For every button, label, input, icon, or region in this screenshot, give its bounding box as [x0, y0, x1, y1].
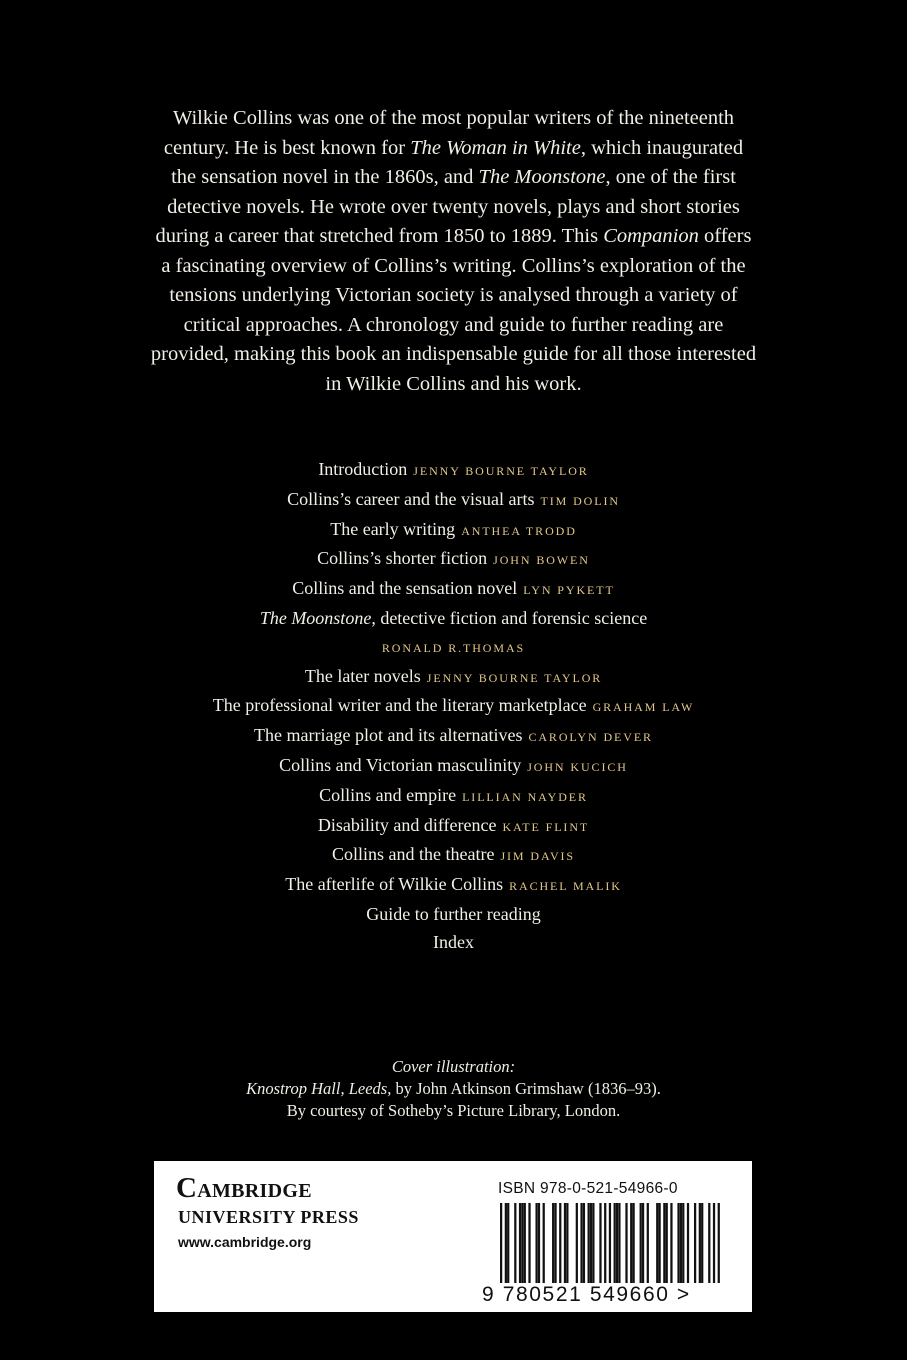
chapter-author: ANTHEA TRODD	[461, 523, 577, 538]
contents-list	[60, 456, 847, 957]
barcode-bar	[554, 1203, 556, 1283]
barcode-bar	[670, 1203, 672, 1283]
chapter-author: KATE FLINT	[502, 819, 590, 834]
chapter-author: JIM DAVIS	[500, 849, 576, 864]
chapter-title-italic: The Moonstone	[259, 607, 372, 628]
contents-item	[60, 722, 847, 752]
barcode-bar	[658, 1203, 660, 1283]
chapter-author: JENNY BOURNE TAYLOR	[426, 670, 603, 685]
description-text-3: , one of the first detective novels. He wrote over twenty novels, plays and short stories during a career that stretched from 1850 to 1889. This	[155, 166, 740, 247]
chapter-title: The professional writer and the literary marketplace	[212, 695, 587, 716]
barcode-bar	[656, 1203, 658, 1283]
barcode-bar	[528, 1203, 530, 1283]
title-woman-in-white: The Woman in White	[410, 136, 581, 159]
contents-item	[60, 605, 847, 633]
barcode-bar	[559, 1203, 561, 1283]
chapter-title: Index	[433, 931, 474, 952]
contents-item	[60, 752, 847, 782]
barcode-bar	[564, 1203, 566, 1283]
isbn-label: ISBN 978-0-521-54966-0	[498, 1180, 678, 1197]
chapter-title: Disability and difference	[317, 814, 497, 835]
publisher-label	[154, 1161, 752, 1312]
description-text-4: offers a fascinating overview of Collins’s writing. Collins’s exploration of the tensions underlying Victorian society is analysed through a variety of critical approaches. A chronology and guide to further reading are provided, making this book an indispensable guide for all those interested in Wilkie Collins and his work.	[150, 225, 757, 395]
credit-artist: , by John Atkinson Grimshaw (1836–93).	[387, 1079, 661, 1098]
barcode-bar	[521, 1203, 523, 1283]
chapter-title: Collins and the theatre	[331, 844, 495, 865]
contents-item	[60, 782, 847, 812]
chapter-title: The early writing	[330, 518, 456, 539]
chapter-title: Collins and the sensation novel	[292, 578, 518, 599]
barcode-bar	[640, 1203, 642, 1283]
credit-work-title: Knostrop Hall, Leeds	[246, 1079, 388, 1098]
cover-credit	[0, 1056, 907, 1122]
publisher-press: UNIVERSITY PRESS	[178, 1207, 359, 1227]
barcode-bar	[604, 1203, 606, 1283]
barcode-bar	[543, 1203, 545, 1283]
barcode-bar	[677, 1203, 679, 1283]
barcode-bar	[642, 1203, 644, 1283]
barcode-bar	[505, 1203, 507, 1283]
contents-item	[60, 901, 847, 929]
barcode-bar	[699, 1203, 701, 1283]
contents-item	[60, 929, 847, 957]
chapter-author: LILLIAN NAYDER	[462, 789, 588, 804]
chapter-title: Guide to further reading	[366, 903, 541, 924]
chapter-author: CAROLYN DEVER	[528, 730, 653, 745]
description-paragraph	[150, 104, 757, 399]
barcode-bar	[599, 1203, 601, 1283]
barcode-bar	[630, 1203, 632, 1283]
contents-item	[60, 841, 847, 871]
credit-label: Cover illustration:	[391, 1057, 516, 1076]
barcode-bar	[580, 1203, 582, 1283]
barcode-bar	[500, 1203, 502, 1283]
chapter-author: JENNY BOURNE TAYLOR	[413, 464, 589, 478]
title-companion: Companion	[603, 225, 699, 247]
chapter-author: LYN PYKETT	[523, 583, 615, 598]
description-text-1: Wilkie Collins was one of the most popular writers of the nineteenth century. He is best known for	[163, 107, 735, 159]
barcode-bar	[507, 1203, 509, 1283]
chapter-title: Introduction	[318, 459, 408, 479]
contents-item	[60, 545, 847, 575]
title-moonstone: The Moonstone	[478, 166, 606, 188]
contents-item	[60, 575, 847, 605]
chapter-title: Collins and empire	[319, 784, 457, 805]
chapter-author: JOHN BOWEN	[493, 553, 590, 568]
barcode-bar	[616, 1203, 618, 1283]
barcode-bar	[701, 1203, 703, 1283]
barcode-bar	[514, 1203, 516, 1283]
barcode-bar	[687, 1203, 689, 1283]
barcode-bar	[632, 1203, 634, 1283]
barcode-bar	[614, 1203, 616, 1283]
barcode-bar	[666, 1203, 668, 1283]
barcode-bar	[647, 1203, 649, 1283]
barcode-bar	[566, 1203, 568, 1283]
contents-item	[60, 692, 847, 722]
barcode-bar	[663, 1203, 665, 1283]
chapter-title: The afterlife of Wilkie Collins	[285, 874, 504, 895]
credit-illustration	[0, 1078, 907, 1100]
publisher-name: Cambridge	[176, 1172, 312, 1204]
description-text-2: , which inaugurated the sensation novel in the 1860s, and	[171, 136, 744, 188]
barcode-bar	[625, 1203, 627, 1283]
barcode-bar	[609, 1203, 611, 1283]
barcode-bar	[718, 1203, 720, 1283]
barcode-bar	[538, 1203, 540, 1283]
barcode	[500, 1203, 720, 1283]
contents-author-line	[60, 633, 847, 663]
contents-item	[60, 663, 847, 693]
barcode-bar	[682, 1203, 684, 1283]
chapter-title: Collins and Victorian masculinity	[279, 754, 522, 775]
chapter-author: TIM DOLIN	[540, 493, 620, 508]
chapter-author: RACHEL MALIK	[509, 879, 622, 894]
barcode-bar	[680, 1203, 682, 1283]
chapter-author: GRAHAM LAW	[592, 700, 695, 715]
barcode-bar	[708, 1203, 710, 1283]
barcode-bar	[618, 1203, 620, 1283]
barcode-bar	[519, 1203, 521, 1283]
contents-item	[60, 871, 847, 901]
barcode-bar	[588, 1203, 590, 1283]
contents-item	[60, 516, 847, 546]
barcode-bar	[535, 1203, 537, 1283]
chapter-title: Collins’s shorter fiction	[317, 548, 488, 569]
barcode-bar	[694, 1203, 696, 1283]
chapter-title: , detective fiction and forensic science	[371, 607, 648, 628]
contents-item	[60, 456, 847, 486]
barcode-bar	[592, 1203, 594, 1283]
barcode-digits: 9 780521 549660 >	[482, 1283, 691, 1306]
publisher-url: www.cambridge.org	[178, 1234, 312, 1250]
chapter-title: The later novels	[304, 665, 421, 686]
chapter-author: RONALD R.THOMAS	[381, 640, 526, 655]
chapter-author: JOHN KUCICH	[527, 759, 628, 774]
credit-courtesy: By courtesy of Sotheby’s Picture Library, London.	[286, 1101, 621, 1120]
chapter-title: Collins’s career and the visual arts	[287, 488, 535, 509]
barcode-bar	[583, 1203, 585, 1283]
contents-item	[60, 486, 847, 516]
chapter-title: The marriage plot and its alternatives	[254, 725, 523, 746]
contents-item	[60, 812, 847, 842]
barcode-bar	[590, 1203, 592, 1283]
book-description	[150, 104, 757, 399]
barcode-bar	[524, 1203, 526, 1283]
barcode-bar	[576, 1203, 578, 1283]
barcode-bar	[713, 1203, 715, 1283]
barcode-bar	[552, 1203, 554, 1283]
